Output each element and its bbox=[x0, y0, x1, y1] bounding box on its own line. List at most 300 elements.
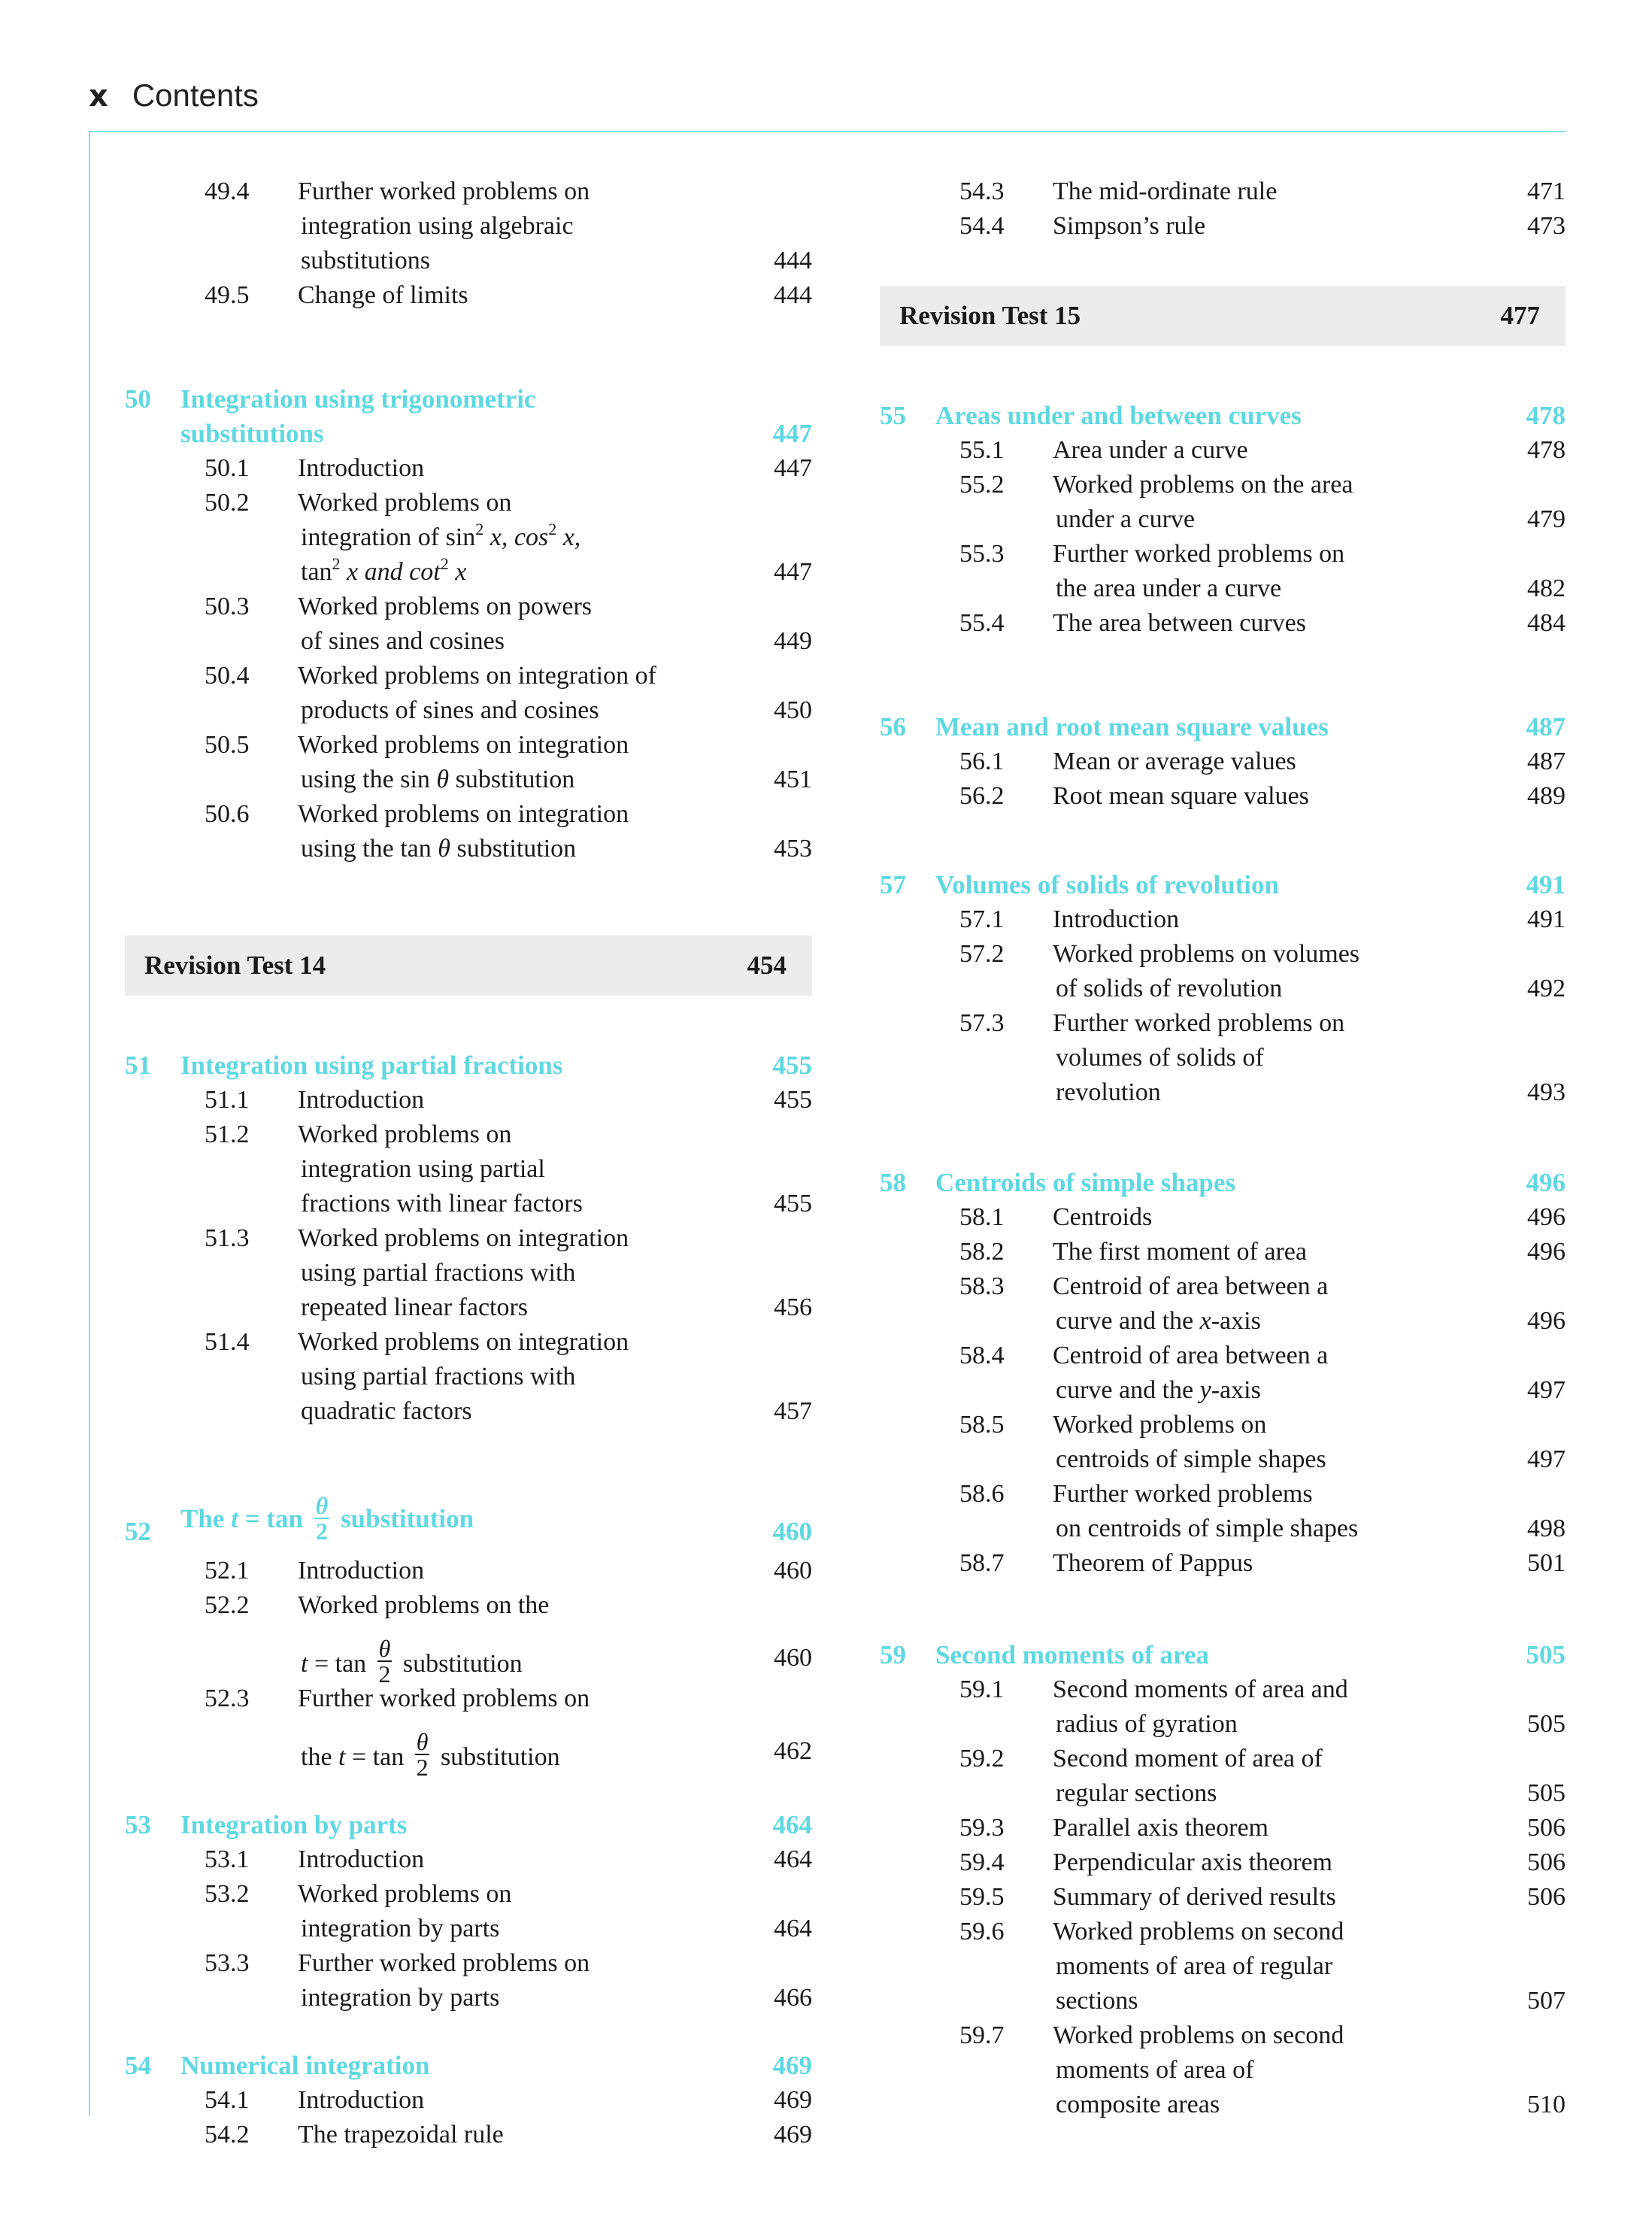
section-title: Worked problems on the bbox=[298, 1591, 550, 1619]
toc-entry[interactable] bbox=[880, 1880, 1566, 1915]
chapter-number: 58 bbox=[880, 1168, 906, 1197]
section-number: 56.1 bbox=[959, 748, 1005, 775]
page-ref: 492 bbox=[1527, 975, 1566, 1002]
section-number: 50.3 bbox=[205, 593, 250, 620]
section-title: Further worked problems on bbox=[298, 1685, 590, 1712]
section-number: 51.4 bbox=[205, 1328, 250, 1356]
toc-left-column bbox=[125, 174, 812, 2152]
section-title: Worked problems on bbox=[298, 1121, 512, 1148]
section-title: The trapezoidal rule bbox=[298, 2121, 504, 2149]
toc-right-column bbox=[880, 174, 1566, 2122]
page-ref: 464 bbox=[774, 1915, 812, 1942]
chapter-page: 447 bbox=[772, 419, 812, 448]
page-ref: 478 bbox=[1527, 436, 1566, 464]
section-number: 58.7 bbox=[959, 1549, 1005, 1577]
section-title: centroids of simple shapes bbox=[1056, 1445, 1326, 1473]
chapter-heading-57[interactable] bbox=[880, 868, 1566, 902]
revision-test-15[interactable] bbox=[880, 286, 1566, 346]
section-number: 51.1 bbox=[205, 1086, 250, 1114]
section-title: Worked problems on integration bbox=[298, 1328, 629, 1356]
chapter-title: Volumes of solids of revolution bbox=[935, 870, 1279, 899]
header-rule bbox=[89, 131, 1566, 132]
section-number: 59.2 bbox=[959, 1745, 1005, 1773]
section-title: Introduction bbox=[298, 1086, 425, 1114]
revision-page: 454 bbox=[747, 951, 787, 980]
toc-entry[interactable] bbox=[880, 1811, 1566, 1845]
section-title: Centroid of area between a bbox=[1053, 1272, 1329, 1300]
page-ref: 447 bbox=[774, 558, 812, 586]
toc-entry[interactable] bbox=[880, 1200, 1566, 1235]
section-title: Second moment of area of bbox=[1053, 1745, 1323, 1773]
section-title: Worked problems on bbox=[298, 1880, 512, 1908]
chapter-title: Centroids of simple shapes bbox=[935, 1168, 1235, 1197]
chapter-title: Integration using partial fractions bbox=[180, 1051, 563, 1080]
toc-entry[interactable] bbox=[125, 1325, 812, 1360]
section-title: Worked problems on bbox=[1053, 1411, 1267, 1439]
section-number: 52.3 bbox=[205, 1685, 250, 1712]
section-title: using the sin θ substitution bbox=[301, 766, 575, 793]
section-title: repeated linear factors bbox=[301, 1293, 529, 1321]
page-ref: 449 bbox=[774, 627, 812, 655]
page-ref: 469 bbox=[774, 2086, 812, 2114]
section-number: 53.3 bbox=[205, 1949, 250, 1977]
section-title: Change of limits bbox=[298, 281, 468, 309]
section-title: Theorem of Pappus bbox=[1053, 1549, 1253, 1577]
page-ref: 506 bbox=[1527, 1848, 1566, 1876]
chapter-page: 460 bbox=[772, 1517, 812, 1546]
toc-entry-cont bbox=[125, 555, 812, 590]
margin-rule bbox=[89, 131, 90, 2116]
section-title: integration using partial bbox=[301, 1155, 545, 1183]
chapter-title: Integration by parts bbox=[180, 1810, 408, 1839]
page-ref: 444 bbox=[774, 247, 812, 274]
toc-entry-cont bbox=[880, 1984, 1566, 2018]
page-ref: 462 bbox=[774, 1737, 812, 1765]
section-title: Further worked problems bbox=[1053, 1480, 1313, 1508]
toc-entry-cont bbox=[880, 2053, 1566, 2088]
page-ref: 498 bbox=[1527, 1515, 1566, 1542]
toc-entry[interactable] bbox=[125, 659, 812, 693]
section-title: The area between curves bbox=[1053, 609, 1306, 637]
section-title: quadratic factors bbox=[301, 1397, 472, 1425]
section-number: 59.7 bbox=[959, 2021, 1005, 2049]
chapter-heading-55[interactable] bbox=[880, 399, 1566, 433]
page-ref: 496 bbox=[1527, 1238, 1566, 1266]
section-number: 59.5 bbox=[959, 1883, 1005, 1911]
toc-entry[interactable] bbox=[880, 1742, 1566, 1776]
chapter-title: Areas under and between curves bbox=[935, 401, 1302, 430]
page-ref: 497 bbox=[1527, 1445, 1566, 1473]
section-number: 50.2 bbox=[205, 489, 250, 517]
section-title: integration by parts bbox=[301, 1915, 500, 1942]
page-ref: 505 bbox=[1527, 1779, 1566, 1807]
section-title: Further worked problems on bbox=[298, 1949, 590, 1977]
section-title: Mean or average values bbox=[1053, 748, 1296, 775]
section-title: Further worked problems on bbox=[1053, 1009, 1345, 1037]
toc-entry[interactable] bbox=[125, 1842, 812, 1877]
chapter-heading-51[interactable] bbox=[125, 1048, 812, 1083]
section-title: The mid-ordinate rule bbox=[1053, 177, 1278, 205]
section-number: 58.5 bbox=[959, 1411, 1005, 1439]
toc-entry-cont bbox=[125, 1912, 812, 1946]
chapter-title: Integration using trigonometric bbox=[180, 384, 536, 414]
revision-page: 477 bbox=[1500, 301, 1540, 330]
page-ref: 510 bbox=[1527, 2091, 1566, 2118]
revision-title: Revision Test 15 bbox=[899, 301, 1081, 330]
section-number: 50.6 bbox=[205, 800, 250, 828]
section-number: 50.1 bbox=[205, 454, 250, 482]
section-title: of sines and cosines bbox=[301, 627, 505, 655]
section-title: on centroids of simple shapes bbox=[1056, 1515, 1359, 1542]
section-number: 58.1 bbox=[959, 1203, 1005, 1231]
revision-test-14[interactable] bbox=[125, 936, 812, 996]
toc-entry[interactable] bbox=[880, 433, 1566, 468]
toc-entry-cont bbox=[125, 1290, 812, 1325]
toc-entry[interactable] bbox=[125, 728, 812, 763]
section-number: 56.2 bbox=[959, 782, 1005, 810]
toc-entry-cont bbox=[125, 693, 812, 728]
toc-entry-cont bbox=[125, 1152, 812, 1187]
section-number: 52.2 bbox=[205, 1591, 250, 1619]
toc-entry[interactable] bbox=[880, 468, 1566, 502]
chapter-heading-59[interactable] bbox=[880, 1638, 1566, 1672]
toc-entry-cont bbox=[125, 1394, 812, 1429]
toc-entry-cont bbox=[125, 624, 812, 659]
section-number: 58.6 bbox=[959, 1480, 1005, 1508]
toc-entry[interactable] bbox=[880, 1915, 1566, 1949]
toc-entry-cont bbox=[125, 244, 812, 278]
section-number: 54.1 bbox=[205, 2086, 250, 2114]
section-title: Parallel axis theorem bbox=[1053, 1814, 1269, 1842]
toc-entry[interactable] bbox=[880, 1672, 1566, 1707]
toc-entry[interactable] bbox=[125, 174, 812, 209]
toc-entry-cont bbox=[125, 832, 812, 866]
section-title: moments of area of regular bbox=[1056, 1952, 1333, 1980]
section-title: Simpson’s rule bbox=[1053, 212, 1206, 240]
chapter-number: 50 bbox=[125, 384, 151, 414]
toc-entry-cont bbox=[880, 1512, 1566, 1546]
section-title: Introduction bbox=[1053, 905, 1180, 933]
section-title: curve and the x-axis bbox=[1056, 1307, 1261, 1335]
section-number: 49.4 bbox=[205, 177, 250, 205]
page-ref: 453 bbox=[774, 835, 812, 863]
page-ref: 506 bbox=[1527, 1883, 1566, 1911]
page-ref: 491 bbox=[1527, 905, 1566, 933]
chapter-title: Mean and root mean square values bbox=[935, 712, 1329, 741]
section-title: Centroids bbox=[1053, 1203, 1153, 1231]
chapter-heading-53[interactable] bbox=[125, 1808, 812, 1842]
section-title: radius of gyration bbox=[1056, 1710, 1238, 1738]
section-number: 53.2 bbox=[205, 1880, 250, 1908]
toc-entry[interactable] bbox=[880, 1006, 1566, 1041]
toc-entry[interactable] bbox=[125, 278, 812, 313]
section-title: Introduction bbox=[298, 1557, 425, 1584]
section-number: 53.1 bbox=[205, 1845, 250, 1873]
section-number: 57.2 bbox=[959, 940, 1005, 968]
toc-entry-cont bbox=[880, 1949, 1566, 1984]
section-title: The first moment of area bbox=[1053, 1238, 1307, 1266]
page-ref: 451 bbox=[774, 766, 812, 793]
chapter-number: 56 bbox=[880, 712, 906, 741]
section-title: sections bbox=[1056, 1987, 1138, 2015]
section-title: Worked problems on integration of bbox=[298, 662, 656, 690]
section-title: volumes of solids of bbox=[1056, 1044, 1264, 1072]
page-ref: 482 bbox=[1527, 575, 1566, 602]
chapter-number: 57 bbox=[880, 870, 906, 899]
section-title: revolution bbox=[1056, 1078, 1161, 1106]
chapter-heading-52[interactable] bbox=[125, 1481, 812, 1554]
chapter-number: 55 bbox=[880, 401, 906, 430]
toc-entry[interactable] bbox=[125, 1588, 812, 1623]
section-title: Introduction bbox=[298, 454, 425, 482]
toc-entry[interactable] bbox=[125, 590, 812, 624]
page-ref: 496 bbox=[1527, 1307, 1566, 1335]
section-number: 57.3 bbox=[959, 1009, 1005, 1037]
section-title: products of sines and cosines bbox=[301, 696, 599, 724]
page-ref: 460 bbox=[774, 1644, 812, 1672]
toc-entry-cont bbox=[125, 209, 812, 244]
section-title: Worked problems on second bbox=[1053, 2021, 1344, 2049]
toc-entry[interactable] bbox=[125, 486, 812, 520]
section-title: Worked problems on integration bbox=[298, 731, 629, 759]
section-title: integration using algebraic bbox=[301, 212, 574, 240]
section-title: t = tan $\frac{\theta}{2}$ substitution bbox=[301, 1635, 523, 1688]
section-title: integration of $\sin^2 x$, $\cos^2 x$, bbox=[301, 519, 581, 551]
section-title: regular sections bbox=[1056, 1779, 1217, 1807]
toc-entry[interactable] bbox=[125, 1117, 812, 1152]
section-number: 52.1 bbox=[205, 1557, 250, 1584]
chapter-number: 54 bbox=[125, 2051, 151, 2080]
chapter-page: 491 bbox=[1526, 870, 1566, 899]
page-title: Contents bbox=[132, 77, 259, 113]
section-title: $\tan^2 x$ and $\cot^2 x$ bbox=[301, 553, 467, 586]
chapter-number: 53 bbox=[125, 1810, 151, 1839]
toc-entry[interactable] bbox=[880, 779, 1566, 814]
page-ref: 455 bbox=[774, 1086, 812, 1114]
toc-entry[interactable] bbox=[125, 1221, 812, 1256]
theta-over-2-fraction: $\frac{\theta}{2}$ bbox=[416, 1728, 429, 1781]
page-ref: 450 bbox=[774, 696, 812, 724]
toc-entry[interactable] bbox=[880, 1845, 1566, 1880]
section-number: 58.4 bbox=[959, 1342, 1005, 1369]
page-ref: 444 bbox=[774, 281, 812, 309]
section-number: 51.3 bbox=[205, 1224, 250, 1252]
section-title: Worked problems on the area bbox=[1053, 471, 1353, 499]
page-ref: 479 bbox=[1527, 505, 1566, 533]
page-ref: 496 bbox=[1527, 1203, 1566, 1231]
page-ref: 505 bbox=[1527, 1710, 1566, 1738]
toc-entry-cont bbox=[880, 1442, 1566, 1477]
chapter-heading-58[interactable] bbox=[880, 1166, 1566, 1200]
chapter-title: The t = tan $\frac{\theta}{2}$ substitution bbox=[180, 1492, 474, 1545]
toc-entry[interactable] bbox=[880, 1408, 1566, 1442]
section-number: 55.3 bbox=[959, 540, 1005, 568]
chapter-page: 464 bbox=[772, 1810, 812, 1839]
section-number: 50.4 bbox=[205, 662, 250, 690]
chapter-title: substitutions bbox=[180, 419, 324, 448]
theta-over-2-fraction: $\frac{\theta}{2}$ bbox=[378, 1635, 391, 1688]
toc-entry-cont bbox=[880, 972, 1566, 1006]
section-title: the t = tan $\frac{\theta}{2}$ substitution bbox=[301, 1728, 560, 1781]
toc-entry-cont bbox=[125, 763, 812, 797]
page-ref: 487 bbox=[1527, 748, 1566, 775]
section-title: moments of area of bbox=[1056, 2056, 1254, 2084]
toc-entry-cont bbox=[880, 1304, 1566, 1339]
chapter-title: Numerical integration bbox=[180, 2051, 430, 2080]
section-title: Worked problems on bbox=[298, 489, 512, 517]
chapter-page: 487 bbox=[1526, 712, 1566, 741]
page-ref: 469 bbox=[774, 2121, 812, 2149]
section-number: 55.4 bbox=[959, 609, 1005, 637]
section-title: Worked problems on integration bbox=[298, 800, 629, 828]
chapter-heading-54[interactable] bbox=[125, 2048, 812, 2083]
toc-entry-cont bbox=[880, 572, 1566, 606]
toc-entry[interactable] bbox=[880, 2018, 1566, 2053]
section-title: Further worked problems on bbox=[1053, 540, 1345, 568]
page-ref: 456 bbox=[774, 1293, 812, 1321]
page-ref: 489 bbox=[1527, 782, 1566, 810]
section-number: 55.1 bbox=[959, 436, 1005, 464]
page-ref: 506 bbox=[1527, 1814, 1566, 1842]
chapter-page: 496 bbox=[1526, 1168, 1566, 1197]
toc-entry-cont bbox=[880, 1776, 1566, 1811]
section-number: 58.3 bbox=[959, 1272, 1005, 1300]
page-ref: 455 bbox=[774, 1190, 812, 1218]
section-number: 51.2 bbox=[205, 1121, 250, 1148]
section-title: under a curve bbox=[1056, 505, 1196, 533]
section-number: 55.2 bbox=[959, 471, 1005, 499]
toc-entry-cont bbox=[125, 520, 812, 555]
section-title: Introduction bbox=[298, 1845, 425, 1873]
page-ref: 457 bbox=[774, 1397, 812, 1425]
section-title: composite areas bbox=[1056, 2091, 1220, 2118]
chapter-heading-56[interactable] bbox=[880, 710, 1566, 744]
page-number: x bbox=[89, 79, 108, 114]
section-number: 54.3 bbox=[959, 177, 1005, 205]
chapter-page: 505 bbox=[1526, 1640, 1566, 1669]
theta-over-2-fraction: $\frac{\theta}{2}$ bbox=[315, 1492, 329, 1545]
toc-entry-cont bbox=[125, 1187, 812, 1221]
toc-entry[interactable] bbox=[125, 1877, 812, 1912]
toc-entry-cont bbox=[880, 1373, 1566, 1408]
toc-entry[interactable] bbox=[880, 606, 1566, 641]
chapter-heading-cont bbox=[125, 417, 812, 451]
toc-entry-cont bbox=[125, 1981, 812, 2015]
chapter-number: 52 bbox=[125, 1517, 151, 1546]
page-ref: 464 bbox=[774, 1845, 812, 1873]
section-title: using partial fractions with bbox=[301, 1363, 576, 1390]
page-ref: 460 bbox=[774, 1557, 812, 1584]
toc-entry[interactable] bbox=[880, 1477, 1566, 1512]
section-number: 54.2 bbox=[205, 2121, 250, 2149]
section-number: 49.5 bbox=[205, 281, 250, 309]
toc-entry-cont bbox=[880, 2088, 1566, 2122]
toc-entry[interactable] bbox=[880, 1339, 1566, 1373]
toc-entry[interactable] bbox=[880, 174, 1566, 209]
page-ref: 471 bbox=[1527, 177, 1566, 205]
toc-entry[interactable] bbox=[880, 537, 1566, 572]
section-title: using the tan θ substitution bbox=[301, 835, 577, 863]
chapter-page: 469 bbox=[772, 2051, 812, 2080]
section-title: fractions with linear factors bbox=[301, 1190, 583, 1218]
page-ref: 493 bbox=[1527, 1078, 1566, 1106]
toc-entry[interactable] bbox=[125, 797, 812, 832]
section-title: substitutions bbox=[301, 247, 430, 274]
page-ref: 473 bbox=[1527, 212, 1566, 240]
toc-entry-cont bbox=[125, 1256, 812, 1290]
toc-entry[interactable] bbox=[880, 1546, 1566, 1581]
toc-entry-cont bbox=[880, 1041, 1566, 1075]
section-number: 57.1 bbox=[959, 905, 1005, 933]
section-number: 54.4 bbox=[959, 212, 1005, 240]
section-title: Centroid of area between a bbox=[1053, 1342, 1329, 1369]
section-title: Worked problems on volumes bbox=[1053, 940, 1360, 968]
page-ref: 507 bbox=[1527, 1987, 1566, 2015]
chapter-title: Second moments of area bbox=[935, 1640, 1209, 1669]
page-ref: 466 bbox=[774, 1984, 812, 2012]
toc-entry-cont bbox=[125, 1623, 812, 1688]
toc-entry[interactable] bbox=[125, 1554, 812, 1588]
section-title: curve and the y-axis bbox=[1056, 1376, 1261, 1404]
toc-entry[interactable] bbox=[125, 2118, 812, 2152]
section-title: Worked problems on integration bbox=[298, 1224, 629, 1252]
toc-entry-cont bbox=[125, 1360, 812, 1394]
section-title: using partial fractions with bbox=[301, 1259, 576, 1287]
chapter-page: 455 bbox=[772, 1051, 812, 1080]
section-title: Root mean square values bbox=[1053, 782, 1309, 810]
section-title: Worked problems on powers bbox=[298, 593, 593, 620]
section-number: 59.4 bbox=[959, 1848, 1005, 1876]
section-number: 50.5 bbox=[205, 731, 250, 759]
toc-entry[interactable] bbox=[880, 1269, 1566, 1304]
toc-entry[interactable] bbox=[125, 451, 812, 486]
chapter-page: 478 bbox=[1526, 401, 1566, 430]
toc-entry-cont bbox=[880, 502, 1566, 537]
section-title: Area under a curve bbox=[1053, 436, 1248, 464]
toc-entry-cont bbox=[880, 1075, 1566, 1110]
chapter-number: 59 bbox=[880, 1640, 906, 1669]
page-ref: 501 bbox=[1527, 1549, 1566, 1577]
toc-entry[interactable] bbox=[880, 209, 1566, 244]
toc-entry[interactable] bbox=[880, 902, 1566, 937]
toc-entry[interactable] bbox=[125, 2083, 812, 2118]
toc-entry[interactable] bbox=[125, 1682, 812, 1716]
section-number: 58.2 bbox=[959, 1238, 1005, 1266]
toc-entry[interactable] bbox=[880, 1235, 1566, 1269]
section-number: 59.6 bbox=[959, 1918, 1005, 1945]
section-title: Worked problems on second bbox=[1053, 1918, 1344, 1945]
section-title: Summary of derived results bbox=[1053, 1883, 1336, 1911]
section-title: integration by parts bbox=[301, 1984, 500, 2012]
toc-entry[interactable] bbox=[125, 1083, 812, 1117]
section-title: of solids of revolution bbox=[1056, 975, 1283, 1002]
toc-entry-cont bbox=[125, 1716, 812, 1781]
section-title: Second moments of area and bbox=[1053, 1675, 1348, 1703]
chapter-heading-50[interactable] bbox=[125, 382, 812, 417]
toc-entry-cont bbox=[880, 1707, 1566, 1742]
toc-entry[interactable] bbox=[880, 937, 1566, 972]
toc-entry[interactable] bbox=[880, 744, 1566, 779]
chapter-number: 51 bbox=[125, 1051, 151, 1080]
toc-entry[interactable] bbox=[125, 1946, 812, 1981]
section-title: Further worked problems on bbox=[298, 177, 590, 205]
section-number: 59.3 bbox=[959, 1814, 1005, 1842]
section-title: Introduction bbox=[298, 2086, 425, 2114]
page-ref: 497 bbox=[1527, 1376, 1566, 1404]
running-header bbox=[89, 77, 259, 123]
page-ref: 484 bbox=[1527, 609, 1566, 637]
section-number: 59.1 bbox=[959, 1675, 1005, 1703]
